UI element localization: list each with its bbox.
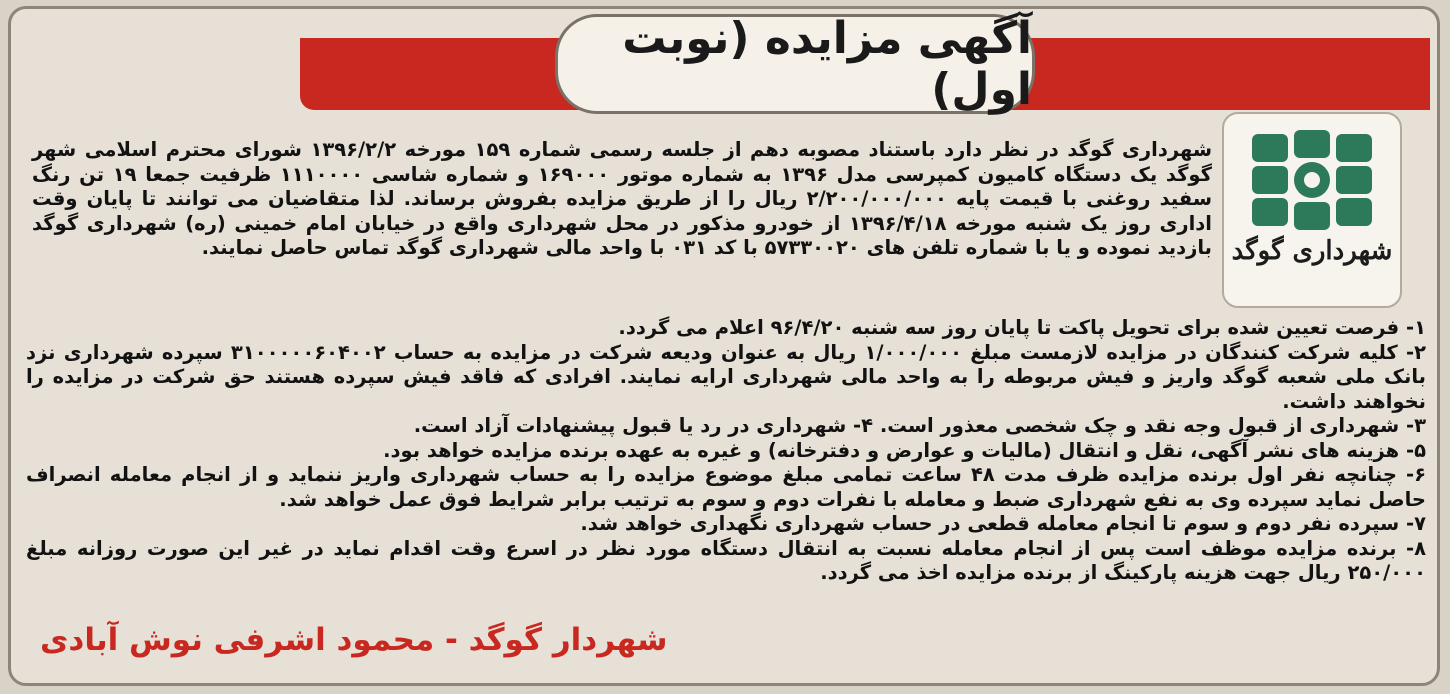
clause-7: ۷- سپرده نفر دوم و سوم تا انجام معامله قطعی در حساب شهرداری نگهداری خواهد شد. — [580, 512, 1426, 535]
clause-2: ۲- کلیه شرکت کنندگان در مزایده لازمست مبلغ ۱/۰۰۰/۰۰۰ ریال به عنوان ودیعه شرکت در مزایده به حساب ۳۱۰۰۰۰۰۶۰۴۰۰۲ سپرده شهرداری نزد بانک ملی شعبه گوگد واریز و فیش مربوطه را به واحد مالی شهرداری ارایه نمایند. افرادی که فاقد فیش سپرده هستند حق شرکت در مزایده را نخواهند داشت. — [26, 340, 1426, 413]
municipality-emblem-icon — [1244, 126, 1380, 234]
title-box — [555, 14, 1035, 114]
clause-8: ۸- برنده مزایده موظف است پس از انجام معامله نسبت به انتقال دستگاه مورد نظر در اسرع وقت اقدام نماید در غیر این صورت روزانه مبلغ ۲۵۰/۰۰۰ ریال جهت هزینه پارکینگ از برنده مزایده اخذ می گردد. — [26, 536, 1426, 584]
signature: شهردار گوگد - محمود اشرفی نوش آبادی — [40, 622, 668, 658]
intro-paragraph: شهرداری گوگد در نظر دارد باستناد مصوبه دهم از جلسه رسمی شماره ۱۵۹ مورخه ۱۳۹۶/۲/۲ شورای محترم اسلامی شهر گوگد یک دستگاه کامیون کمپرسی مدل ۱۳۹۶ به شماره موتور ۱۶۹۰۰۰ و شماره شاسی ۱۱۱۰۰۰۰ ظرفیت جمعا ۱۹ تن رنگ سفید روغنی با قیمت پایه ۲/۲۰۰/۰۰۰/۰۰۰ ریال را از طریق مزایده بفروش برساند. لذا متقاضیان می توانند تا پایان وقت اداری روز یک شنبه مورخه ۱۳۹۶/۴/۱۸ از خودرو مذکور در محل شهرداری واقع در خیابان امام خمینی (ره) شهرداری گوگد بازدید نموده و یا با شماره تلفن های ۵۷۳۳۰۰۲۰ با کد ۰۳۱ با واحد مالی شهرداری گوگد تماس حاصل نمایند. — [32, 138, 1213, 259]
municipality-logo — [1222, 112, 1402, 308]
clause-3: ۳- شهرداری از قبول وجه نقد و چک شخصی معذور است. ۴- شهرداری در رد یا قبول پیشنهادات آزاد است. — [413, 414, 1426, 437]
clause-6: ۶- چنانچه نفر اول برنده مزایده ظرف مدت ۴۸ ساعت تمامی مبلغ موضوع مزایده را به حساب شهرداری واریز ننماید و از انجام معامله انصراف حاصل نماید سپرده وی به نفع شهرداری ضبط و معامله با نفرات دوم و سوم به ترتیب برابر شرایط فوق عمل خواهد شد. — [26, 463, 1426, 511]
clause-1: ۱- فرصت تعیین شده برای تحویل پاکت تا پایان روز سه شنبه ۹۶/۴/۲۰ اعلام می گردد. — [618, 316, 1426, 339]
terms-list — [26, 316, 1426, 586]
notice-title: آگهی مزایده (نوبت اول) — [622, 13, 1032, 115]
clause-5: ۵- هزینه های نشر آگهی، نقل و انتقال (مالیات و عوارض و دفترخانه) و غیره به عهده برنده مزایده خواهد بود. — [383, 438, 1426, 462]
logo-text: شهرداری گوگد — [1231, 236, 1393, 266]
